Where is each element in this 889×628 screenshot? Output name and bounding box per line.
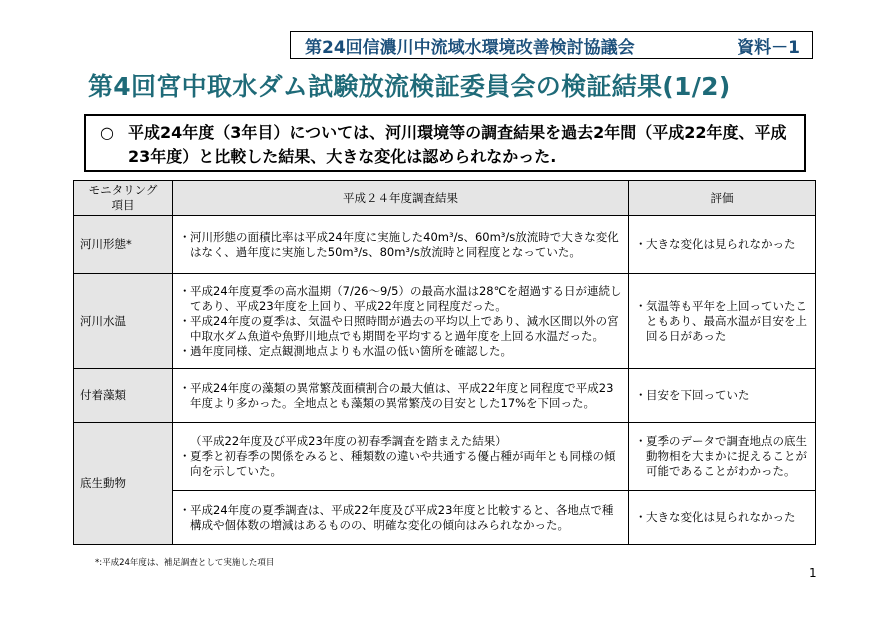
- header-item: [74, 181, 173, 216]
- table-header-row: [74, 181, 816, 216]
- footnote: *:平成24年度は、補足調査として実施した項目: [95, 558, 275, 568]
- evaluation-item: ・ 目安を下回っていた: [635, 388, 809, 403]
- evaluation-item: ・ 大きな変化は見られなかった: [635, 510, 809, 525]
- summary-bullet: ○: [100, 123, 114, 142]
- row-results: [173, 423, 629, 491]
- row-item: 河川形態*: [74, 216, 173, 274]
- result-preface: （平成22年度及び平成23年度の初春季調査を踏まえた結果）: [190, 434, 507, 448]
- header-result: 平成２４年度調査結果: [173, 181, 629, 216]
- row-evaluation: [629, 369, 816, 423]
- header-item-line2: 項目: [111, 198, 135, 212]
- evaluation-item: ・ 気温等も平年を上回っていたこともあり、最高水温が目安を上回る日があった: [635, 299, 809, 344]
- table-row: [74, 274, 816, 369]
- row-results: [173, 369, 629, 423]
- row-evaluation: [629, 274, 816, 369]
- table-row: [74, 491, 816, 545]
- row-results: [173, 274, 629, 369]
- table-row: [74, 216, 816, 274]
- results-table: [73, 180, 816, 545]
- row-item: 付着藻類: [74, 369, 173, 423]
- header-evaluation: 評価: [629, 181, 816, 216]
- document-number: 資料－1: [737, 37, 800, 58]
- meeting-name: 第24回信濃川中流域水環境改善検討協議会: [305, 37, 635, 58]
- result-item: ・ 平成24年度夏季の高水温期（7/26～9/5）の最高水温は28℃を超過する日が連続してあり、平成23年度を上回り、平成22年度と同程度だった。: [179, 284, 622, 314]
- meeting-header-box: [290, 31, 813, 59]
- summary-box: [84, 114, 806, 172]
- row-evaluation: [629, 216, 816, 274]
- result-item: ・ 平成24年度の夏季調査は、平成22年度及び平成23年度と比較すると、各地点で種構成や個体数の増減はあるものの、明確な変化の傾向はみられなかった。: [179, 503, 622, 533]
- row-evaluation: [629, 423, 816, 491]
- row-item: 底生動物: [74, 423, 173, 545]
- result-item: ・ 平成24年度の藻類の異常繁茂面積割合の最大値は、平成22年度と同程度で平成23年度より多かった。全地点とも藻類の異常繁茂の目安とした17%を下回った。: [179, 381, 622, 411]
- result-item: ・ 河川形態の面積比率は平成24年度に実施した40m³/s、60m³/s放流時で大きな変化はなく、過年度に実施した50m³/s、80m³/s放流時と同程度となっていた。: [179, 230, 622, 260]
- result-item: ・ 夏季と初春季の関係をみると、種類数の違いや共通する優占種が両年とも同様の傾向を示していた。: [179, 449, 622, 479]
- summary-text: 平成24年度（3年目）については、河川環境等の調査結果を過去2年間（平成22年度、平成23年度）と比較した結果、大きな変化は認められなかった.: [128, 123, 787, 166]
- row-evaluation: [629, 491, 816, 545]
- evaluation-item: ・ 大きな変化は見られなかった: [635, 237, 809, 252]
- row-results: [173, 491, 629, 545]
- row-item: 河川水温: [74, 274, 173, 369]
- page-title: 第4回宮中取水ダム試験放流検証委員会の検証結果(1/2): [88, 72, 731, 101]
- row-results: [173, 216, 629, 274]
- result-item: ・ 過年度同様、定点観測地点よりも水温の低い箇所を確認した。: [179, 344, 622, 359]
- table-row: [74, 423, 816, 491]
- result-item: ・ 平成24年度の夏季は、気温や日照時間が過去の平均以上であり、減水区間以外の宮中取水ダム魚道や魚野川地点でも期間を平均すると過年度を上回る水温だった。: [179, 314, 622, 344]
- evaluation-item: ・ 夏季のデータで調査地点の底生動物相を大まかに捉えることが可能であることがわかった。: [635, 434, 809, 479]
- header-item-line1: モニタリング: [88, 183, 158, 197]
- page-number: 1: [809, 566, 817, 580]
- table-row: [74, 369, 816, 423]
